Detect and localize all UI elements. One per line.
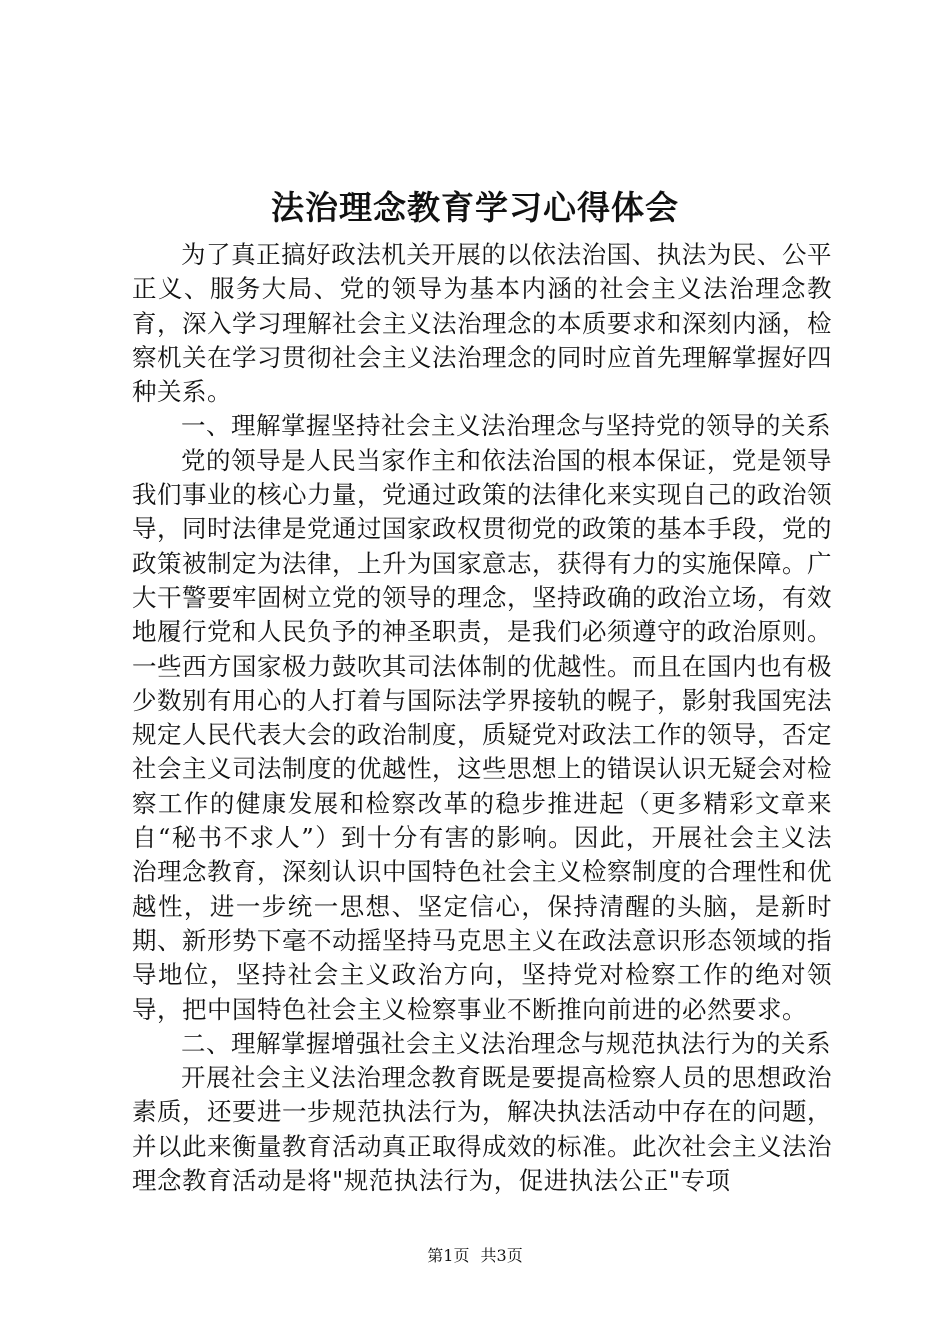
- page-number: 第1页: [427, 1246, 470, 1265]
- paragraph-section-1: 党的领导是人民当家作主和依法治国的根本保证，党是领导我们事业的核心力量，党通过政策的法律化来实现自己的政治领导，同时法律是党通过国家政权贯彻党的政策的基本手段，党的政策被制定为法律，上升为国家意志，获得有力的实施保障。广大干警要牢固树立党的领导的理念，坚持政确的政治立场，有效地履行党和人民负予的神圣职责，是我们必须遵守的政治原则。一些西方国家极力鼓吹其司法体制的优越性。而且在国内也有极少数别有用心的人打着与国际法学界接轨的幌子，影射我国宪法规定人民代表大会的政治制度，质疑党对政法工作的领导，否定社会主义司法制度的优越性，这些思想上的错误认识无疑会对检察工作的健康发展和检察改革的稳步推进起（更多精彩文章来自“秘书不求人”）到十分有害的影响。因此，开展社会主义法治理念教育，深刻认识中国特色社会主义检察制度的合理性和优越性，进一步统一思想、坚定信心，保持清醒的头脑，是新时期、新形势下毫不动摇坚持马克思主义在政法意识形态领域的指导地位，坚持社会主义政治方向，坚持党对检察工作的绝对领导，把中国特色社会主义检察事业不断推向前进的必然要求。: [132, 445, 832, 1024]
- document-body: [132, 238, 832, 1198]
- page-title: 法治理念教育学习心得体会: [271, 188, 679, 227]
- section-heading-1: 一、理解掌握坚持社会主义法治理念与坚持党的领导的关系: [181, 411, 831, 441]
- section-heading-2: 二、理解掌握增强社会主义法治理念与规范执法行为的关系: [181, 1028, 831, 1058]
- paragraph-section-2: 开展社会主义法治理念教育既是要提高检察人员的思想政治素质，还要进一步规范执法行为，解决执法活动中存在的问题，并以此来衡量教育活动真正取得成效的标准。此次社会主义法治理念教育活动是将"规范执法行为，促进执法公正"专项: [132, 1063, 832, 1196]
- paragraph-intro: 为了真正搞好政法机关开展的以依法治国、执法为民、公平正义、服务大局、党的领导为基本内涵的社会主义法治理念教育，深入学习理解社会主义法治理念的本质要求和深刻内涵，检察机关在学习贯彻社会主义法治理念的同时应首先理解掌握好四种关系。: [132, 240, 832, 407]
- page-footer: [0, 1245, 950, 1267]
- page-total: 共3页: [480, 1246, 523, 1265]
